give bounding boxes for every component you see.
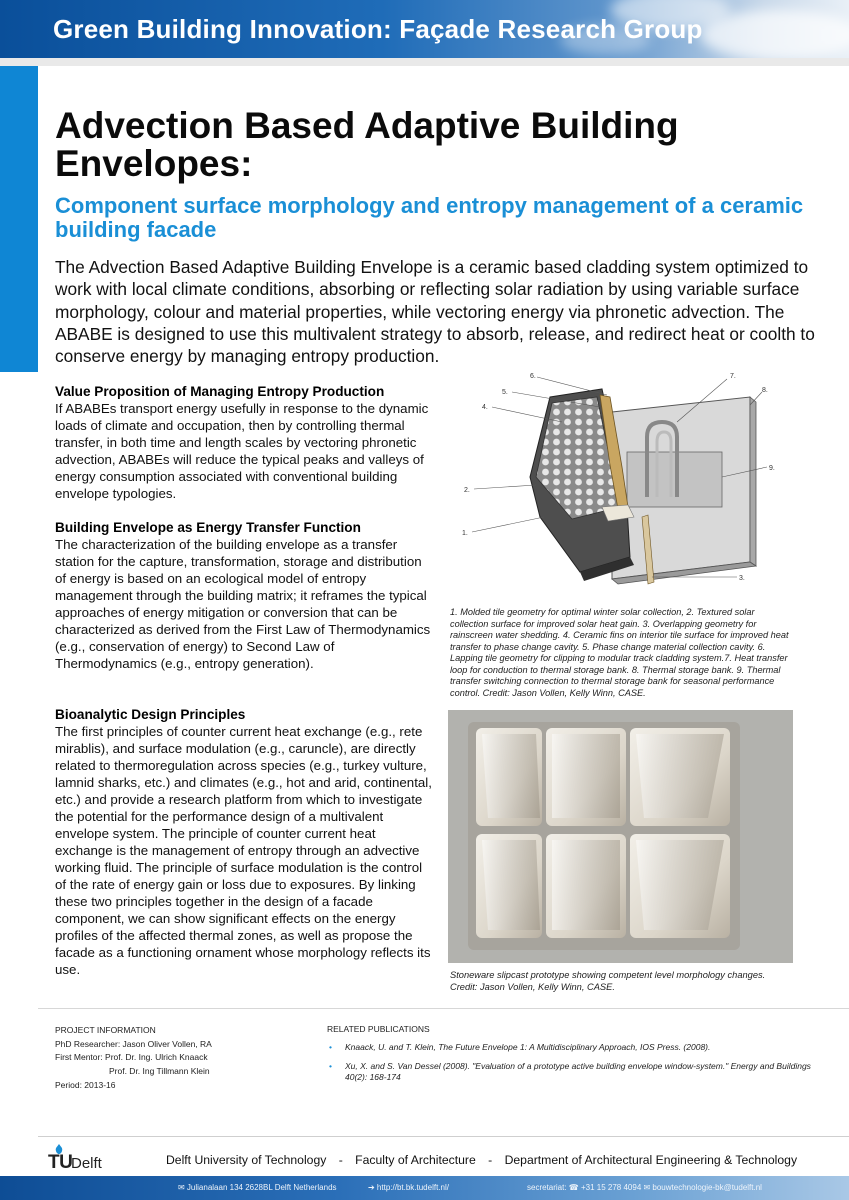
project-period: Period: 2013-16 — [55, 1079, 116, 1090]
diagram-label-9: 9. — [769, 465, 775, 472]
section-body: The characterization of the building envelope as a transfer station for the capture, transformation, storage and distribution of energy is based on an ecological model of entropy management through the building matrix; it reframes the typical approaches of energy mitigation or conversion that can be characterized as derived from the First Law of Thermodynamics (e.g., conservation of energy) to Second Law of Thermodynamics (e.g., entropy generation). — [55, 537, 431, 671]
banner-title: Green Building Innovation: Façade Research Group — [53, 14, 703, 44]
project-researcher: PhD Researcher: Jason Oliver Vollen, RA — [55, 1038, 212, 1049]
cloud-decoration — [700, 10, 849, 58]
diagram-label-5: 5. — [502, 389, 508, 396]
separator: - — [338, 1153, 343, 1167]
publications-list — [327, 1042, 817, 1083]
diagram-label-3: 3. — [739, 575, 745, 582]
section-heading: Value Proposition of Managing Entropy Production — [55, 384, 385, 399]
exploded-component-diagram — [452, 367, 792, 600]
diagram-label-8: 8. — [762, 387, 768, 394]
section-divider — [38, 1008, 849, 1009]
top-banner — [0, 0, 849, 58]
publication-text: Xu, X. and S. Van Dessel (2008). "Evaluation of a prototype active building envelope window-system." Energy and Buildings 40(2): 168-174 — [345, 1061, 811, 1082]
tudelft-logo — [48, 1144, 128, 1174]
prototype-photo — [448, 710, 793, 963]
diagram-label-4: 4. — [482, 404, 488, 411]
section-heading: Bioanalytic Design Principles — [55, 707, 246, 722]
section-energy-transfer — [55, 519, 435, 672]
poster-subtitle: Component surface morphology and entropy management of a ceramic building facade — [55, 193, 804, 242]
prototype-tiles — [448, 710, 793, 963]
project-information — [55, 1024, 305, 1093]
publications-heading: RELATED PUBLICATIONS — [327, 1024, 430, 1034]
intro-paragraph: The Advection Based Adaptive Building Envelope is a ceramic based cladding system optimized to work with local climate conditions, absorbing or reflecting solar radiation by using variable surface morphology, colour and material properties, while vectoring energy via phronetic advection. The ABABE is designed to use this multivalent strategy to absorb, release, and redirect heat or coolth to conserve energy by managing entropy production. — [55, 257, 815, 367]
address-text: ✉ Julianalaan 134 2628BL Delft Netherlands — [178, 1183, 337, 1192]
diagram-label-1: 1. — [462, 530, 468, 537]
photo-caption: Stoneware slipcast prototype showing competent level morphology changes. Credit: Jason Vollen, Kelly Winn, CASE. — [450, 970, 766, 992]
bullet-icon: • — [329, 1061, 332, 1071]
section-heading: Building Envelope as Energy Transfer Function — [55, 520, 361, 535]
related-publications — [327, 1024, 817, 1091]
diagram-label-2: 2. — [464, 487, 470, 494]
publication-text: Knaack, U. and T. Klein, The Future Envelope 1: A Multidisciplinary Approach, IOS Press. (2008). — [345, 1042, 711, 1052]
banner-rule — [0, 58, 849, 66]
university-name: Delft University of Technology — [166, 1153, 327, 1167]
logo-delft-text: Delft — [71, 1155, 102, 1172]
separator: - — [488, 1153, 493, 1167]
department-name: Department of Architectural Engineering & Technology — [504, 1153, 798, 1167]
tile-row-bottom — [476, 834, 730, 938]
poster-title: Advection Based Adaptive Building Envelopes: — [55, 105, 679, 184]
side-accent-bar — [0, 66, 38, 372]
institution-line — [166, 1153, 806, 1167]
logo-tu-text: TU — [48, 1152, 73, 1173]
section-bioanalytic — [55, 706, 435, 978]
faculty-name: Faculty of Architecture — [355, 1153, 476, 1167]
website-link[interactable]: ➔ http://bt.bk.tudelft.nl/ — [368, 1183, 449, 1192]
footer-divider — [38, 1136, 849, 1137]
secretariat-contact[interactable]: secretariat: ☎ +31 15 278 4094 ✉ bouwtechnologie-bk@tudelft.nl — [527, 1183, 762, 1192]
contact-bar — [0, 1176, 849, 1200]
project-mentor-1: First Mentor: Prof. Dr. Ing. Ulrich Knaack — [55, 1052, 208, 1063]
storage-tank — [627, 452, 722, 507]
tile-row-top — [476, 728, 730, 826]
project-mentor-2: Prof. Dr. Ing Tillmann Klein — [109, 1066, 210, 1077]
project-heading: PROJECT INFORMATION — [55, 1025, 156, 1035]
section-body: The first principles of counter current heat exchange (e.g., rete mirablis), and surface modulation (e.g., caruncle), are directly related to thermoregulation across species (e.g., turkey vulture, lamnid sharks, etc.) and climates (e.g., hot and arid, continental, etc.) and provide a research platform from which to investigate the potential for the performance design of a multivalent envelope system. The principle of counter current heat exchange is the management of entropy through an advective working fluid. The principle of surface modulation is the control of the rate of energy gain or loss due to exposures. By linking these two principles together in the design of a facade component, we can show significant effects on the energy profiles of the affected thermal zones, as well as propose the facade as a functioning ornament whose morphology reflects its use. — [55, 724, 432, 977]
storage-panel-side — [750, 397, 756, 566]
bullet-icon: • — [329, 1042, 332, 1052]
publication-item — [327, 1042, 817, 1053]
diagram-caption: 1. Molded tile geometry for optimal winter solar collection, 2. Textured solar collection surface for improved solar heat gain. 3. Overlapping geometry for rainscreen water shedding. 4. Ceramic fins on interior tile surface for improved heat transfer to phase change cavity. 5. Phase change material collection cavity. 6. Lapping tile geometry for clipping to modular track cladding system.7. Heat transfer loop for conduction to thermal storage bank. 8. Thermal storage bank. 9. Thermal transfer switching connection to thermal storage bank for seasonal performance control. Credit: Jason Vollen, Kelly Winn, CASE. — [450, 607, 789, 698]
diagram-label-6: 6. — [530, 373, 536, 380]
section-body: If ABABEs transport energy usefully in response to the dynamic loads of climate and occupation, then by controlling thermal transfer, in both time and length scales by vectoring phronetic advection, ABABEs will reduce the typical peaks and valleys of energy consumption associated with conventional building envelope typologies. — [55, 401, 429, 501]
diagram-label-7: 7. — [730, 373, 736, 380]
section-value-proposition — [55, 383, 435, 502]
publication-item — [327, 1061, 817, 1083]
